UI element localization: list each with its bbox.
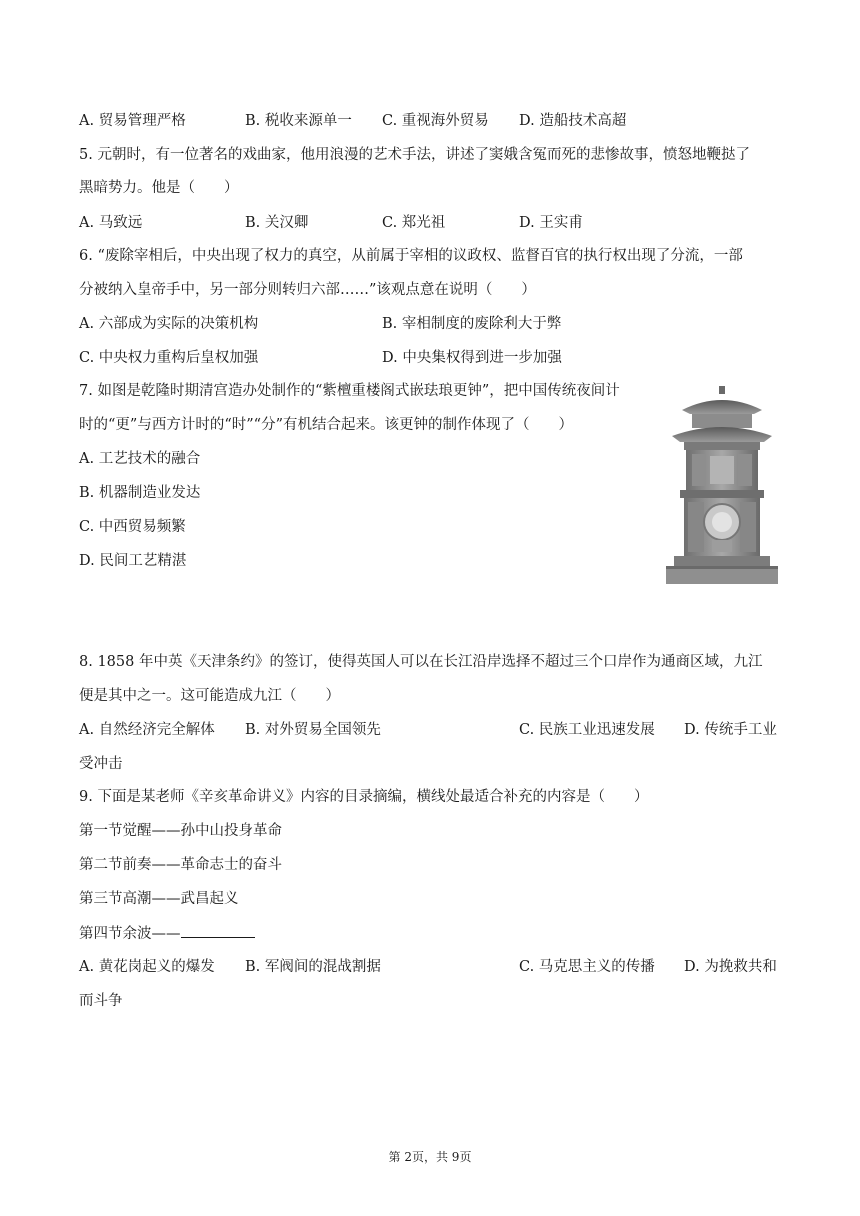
q9-option-d: D. 为挽救共和 (684, 959, 777, 975)
q9-option-b: B. 军阀间的混战割据 (245, 959, 381, 975)
q5-option-b: B. 关汉卿 (245, 215, 309, 231)
q8-stem-line2: 便是其中之一。这可能造成九江（ ） (79, 688, 340, 704)
clock-photo (662, 384, 782, 586)
q9-toc-item-3: 第三节高潮——武昌起义 (79, 891, 239, 907)
q4-option-b: B. 税收来源单一 (245, 113, 352, 129)
q4-option-a: A. 贸易管理严格 (79, 113, 186, 129)
q7-stem-line2: 时的“更”与西方计时的“时”“分”有机结合起来。该更钟的制作体现了（ ） (79, 417, 573, 433)
q9-toc-item-4-text: 第四节余波—— (79, 926, 181, 942)
q4-option-d: D. 造船技术高超 (519, 113, 627, 129)
q6-option-c: C. 中央权力重构后皇权加强 (79, 350, 259, 366)
q9-stem: 9. 下面是某老师《辛亥革命讲义》内容的目录摘编，横线处最适合补充的内容是（ ） (79, 789, 649, 805)
q5-option-c: C. 郑光祖 (382, 215, 446, 231)
q8-option-b: B. 对外贸易全国领先 (245, 722, 381, 738)
q8-option-c: C. 民族工业迅速发展 (519, 722, 655, 738)
q9-fill-blank (181, 923, 255, 938)
q7-stem-line1: 7. 如图是乾隆时期清宫造办处制作的“紫檀重楼阁式嵌珐琅更钟”，把中国传统夜间计 (79, 383, 620, 399)
q6-option-b: B. 宰相制度的废除利大于弊 (382, 316, 562, 332)
q6-option-a: A. 六部成为实际的决策机构 (79, 316, 259, 332)
q9-option-c: C. 马克思主义的传播 (519, 959, 655, 975)
page-footer: 第 2页，共 9页 (388, 1150, 472, 1164)
q8-option-d: D. 传统手工业 (684, 722, 777, 738)
q5-stem-line1: 5. 元朝时，有一位著名的戏曲家，他用浪漫的艺术手法，讲述了窦娥含冤而死的悲惨故事，愤怒地鞭挞了 (79, 147, 750, 163)
q6-option-d: D. 中央集权得到进一步加强 (382, 350, 562, 366)
q7-option-a: A. 工艺技术的融合 (79, 451, 201, 467)
q9-toc-item-4 (79, 923, 255, 944)
q8-stem-line1: 8. 1858 年中英《天津条约》的签订，使得英国人可以在长江沿岸选择不超过三个口岸作为通商区域，九江 (79, 654, 763, 670)
q7-option-d: D. 民间工艺精湛 (79, 553, 187, 569)
q5-option-d: D. 王实甫 (519, 215, 583, 231)
q7-option-c: C. 中西贸易频繁 (79, 519, 186, 535)
q8-option-d-wrap: 受冲击 (79, 756, 123, 772)
q9-toc-item-2: 第二节前奏——革命志士的奋斗 (79, 857, 282, 873)
q9-option-a: A. 黄花岗起义的爆发 (79, 959, 215, 975)
q7-option-b: B. 机器制造业发达 (79, 485, 201, 501)
q6-stem-line1: 6. “废除宰相后，中央出现了权力的真空，从前属于宰相的议政权、监督百官的执行权出现了分流，一部 (79, 248, 743, 264)
q9-toc-item-1: 第一节觉醒——孙中山投身革命 (79, 823, 282, 839)
q4-option-c: C. 重视海外贸易 (382, 113, 489, 129)
q8-option-a: A. 自然经济完全解体 (79, 722, 215, 738)
q5-option-a: A. 马致远 (79, 215, 143, 231)
q5-stem-line2: 黑暗势力。他是（ ） (79, 180, 239, 196)
q6-stem-line2: 分被纳入皇帝手中，另一部分则转归六部……”该观点意在说明（ ） (79, 282, 536, 298)
q9-option-d-wrap: 而斗争 (79, 993, 123, 1009)
